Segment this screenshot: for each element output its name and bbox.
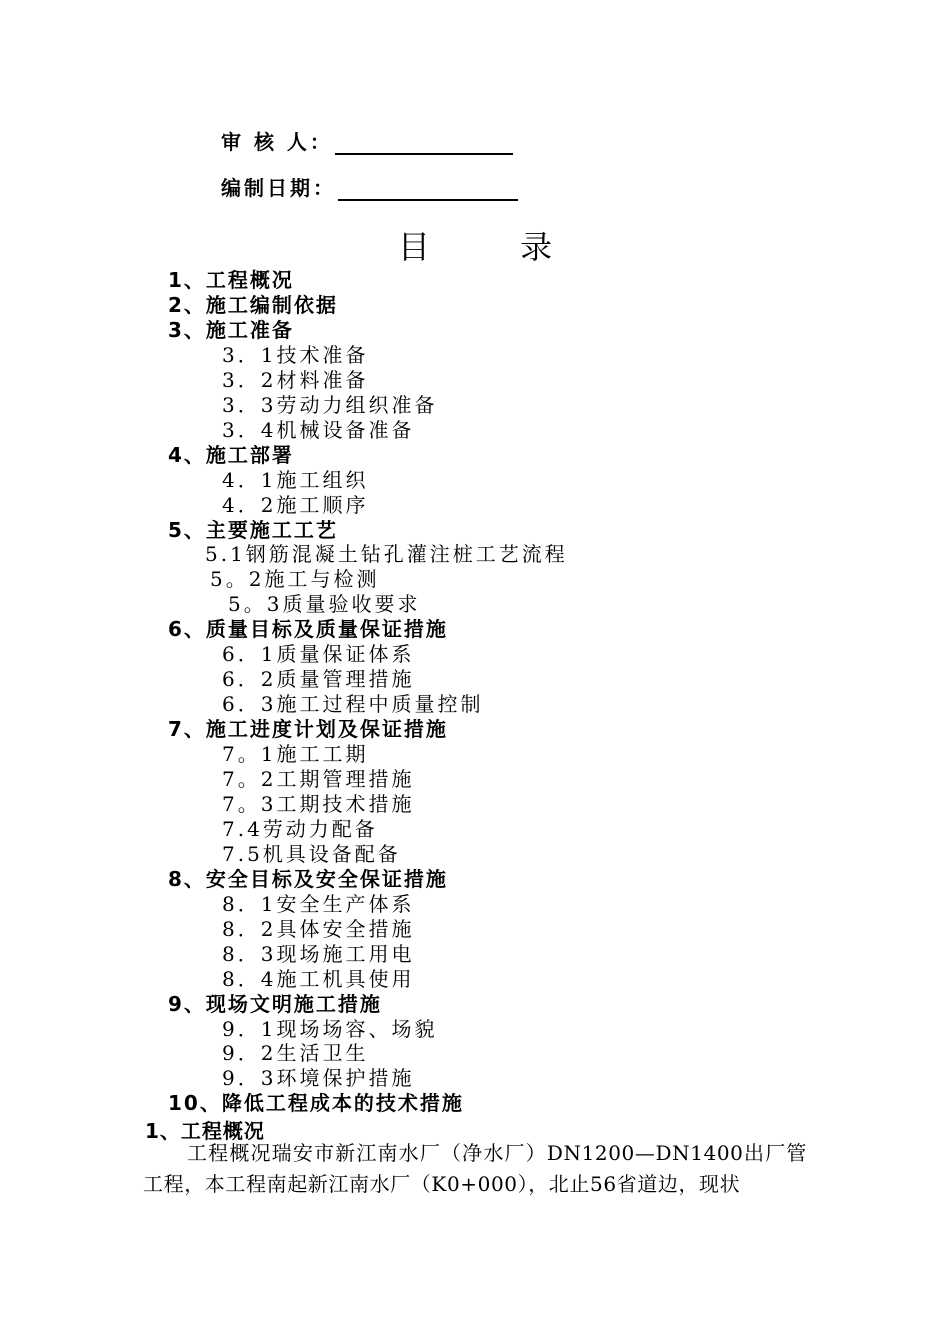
toc-subsection-entry: 9．3环境保护措施 bbox=[222, 1066, 415, 1090]
toc-subsection-entry: 5.1钢筋混凝土钻孔灌注桩工艺流程 bbox=[205, 542, 568, 566]
toc-subsection-entry: 8．4施工机具使用 bbox=[222, 967, 415, 991]
toc-subsection-entry: 3．1技术准备 bbox=[222, 343, 369, 367]
toc-subsection-entry: 9．1现场场容、场貌 bbox=[222, 1017, 438, 1041]
toc-subsection-entry: 7.5机具设备配备 bbox=[222, 842, 401, 866]
reviewer-blank bbox=[335, 131, 513, 155]
reviewer-label: 审 核 人： bbox=[221, 130, 333, 154]
toc-title: 目 录 bbox=[397, 228, 593, 266]
toc-subsection-entry: 8．3现场施工用电 bbox=[222, 942, 415, 966]
toc-chapter-entry: 3、施工准备 bbox=[168, 318, 294, 342]
date-label: 编制日期： bbox=[221, 176, 336, 200]
toc-subsection-entry: 3．3劳动力组织准备 bbox=[222, 393, 438, 417]
toc-subsection-entry: 3．2材料准备 bbox=[222, 368, 369, 392]
toc-subsection-entry: 5。2施工与检测 bbox=[210, 567, 380, 591]
toc-subsection-entry: 8．1安全生产体系 bbox=[222, 892, 415, 916]
toc-subsection-entry: 6．2质量管理措施 bbox=[222, 667, 415, 691]
date-blank bbox=[338, 177, 518, 201]
toc-subsection-entry: 6．1质量保证体系 bbox=[222, 642, 415, 666]
date-signature-line bbox=[221, 172, 518, 201]
toc-subsection-entry: 7。3工期技术措施 bbox=[222, 792, 415, 816]
reviewer-signature-line bbox=[221, 126, 513, 155]
toc-chapter-entry: 9、现场文明施工措施 bbox=[168, 992, 382, 1016]
toc-chapter-entry: 7、施工进度计划及保证措施 bbox=[168, 717, 448, 741]
toc-chapter-entry: 5、主要施工工艺 bbox=[168, 518, 338, 542]
toc-subsection-entry: 7。2工期管理措施 bbox=[222, 767, 415, 791]
toc-chapter-entry: 2、施工编制依据 bbox=[168, 293, 338, 317]
section-heading: 1、工程概况 bbox=[145, 1119, 265, 1143]
toc-subsection-entry: 9．2生活卫生 bbox=[222, 1041, 369, 1065]
toc-subsection-entry: 6．3施工过程中质量控制 bbox=[222, 692, 484, 716]
toc-subsection-entry: 7.4劳动力配备 bbox=[222, 817, 378, 841]
toc-subsection-entry: 5。3质量验收要求 bbox=[228, 592, 421, 616]
toc-chapter-entry: 4、施工部署 bbox=[168, 443, 294, 467]
toc-chapter-entry: 8、安全目标及安全保证措施 bbox=[168, 867, 448, 891]
toc-subsection-entry: 7。1施工工期 bbox=[222, 742, 369, 766]
toc-chapter-entry: 6、质量目标及质量保证措施 bbox=[168, 617, 448, 641]
toc-subsection-entry: 4．1施工组织 bbox=[222, 468, 369, 492]
toc-subsection-entry: 8．2具体安全措施 bbox=[222, 917, 415, 941]
toc-chapter-entry: 1、工程概况 bbox=[168, 268, 294, 292]
body-paragraph: 工程概况瑞安市新江南水厂（净水厂）DN1200—DN1400出厂管工程，本工程南起新江南水厂（K0+000），北止56省道边，现状 bbox=[143, 1141, 807, 1196]
toc-subsection-entry: 3．4机械设备准备 bbox=[222, 418, 415, 442]
toc-subsection-entry: 4．2施工顺序 bbox=[222, 493, 369, 517]
toc-chapter-entry: 10、降低工程成本的技术措施 bbox=[168, 1091, 464, 1115]
